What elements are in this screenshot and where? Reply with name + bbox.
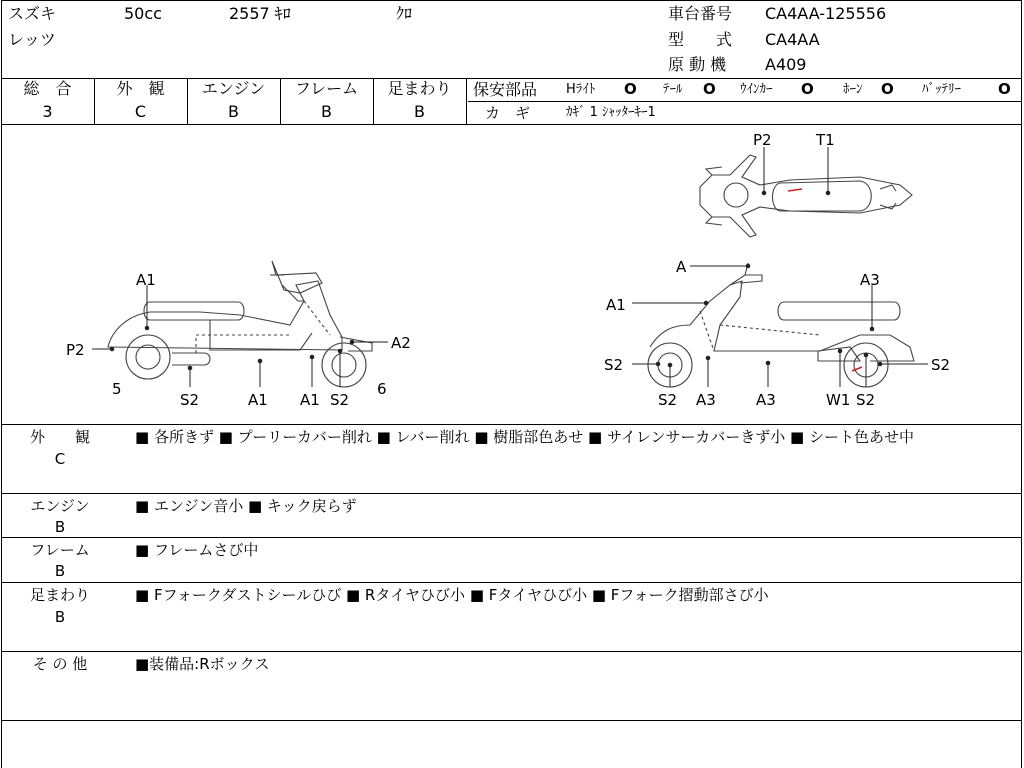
label-left-a1-c: A1 [300, 391, 320, 409]
scooter-top-view [700, 155, 912, 237]
rating-label-engine: エンジン [201, 79, 266, 98]
label-right-a3-a: A3 [696, 391, 716, 409]
rating-label-frame: フレーム [294, 79, 359, 98]
label-right-s2-a: S2 [658, 391, 678, 409]
winker-label: ｳｲﾝｶｰ [740, 82, 773, 97]
label-right-s2-b: S2 [856, 391, 876, 409]
detail-grade-frame: B [54, 562, 66, 580]
label-top-t1: T1 [816, 131, 835, 149]
label-right-a1: A1 [606, 296, 626, 314]
label-right-s2-left: S2 [604, 356, 624, 374]
rating-value-engine: B [228, 102, 239, 121]
detail-label-exterior: 外 観 [29, 428, 90, 446]
displacement: 50cc [124, 4, 162, 23]
label-left-p2: P2 [66, 341, 85, 359]
label-left-5: 5 [112, 380, 122, 398]
label-left-a1-top: A1 [136, 271, 156, 289]
rating-value-frame: B [321, 102, 332, 121]
detail-text-exterior: ■ 各所きず ■ プーリーカバー削れ ■ レバー削れ ■ 樹脂部色あせ ■ サイレンサーカバーきず小 ■ シート色あせ中 [135, 428, 914, 446]
label-left-s2-b: S2 [330, 391, 350, 409]
label-left-6: 6 [377, 380, 387, 398]
key-value: ｶｷﾞ 1 ｼｬｯﾀｰｷｰ1 [566, 105, 656, 120]
label-right-w1: W1 [826, 391, 851, 409]
frame-no: CA4AA-125556 [765, 4, 887, 23]
detail-label-suspension: 足まわり [29, 586, 90, 604]
safety-label: 保安部品 [473, 80, 538, 99]
model-name: レッツ [8, 30, 56, 49]
rating-label-suspension: 足まわり [387, 79, 452, 98]
battery-label: ﾊﾞｯﾃﾘｰ [922, 82, 961, 97]
engine-value: A409 [765, 55, 807, 74]
label-right-a3-top: A3 [860, 271, 880, 289]
detail-text-engine: ■ エンジン音小 ■ キック戻らず [135, 497, 357, 515]
label-right-s2-right: S2 [931, 356, 951, 374]
key-label: カ ギ [485, 104, 531, 122]
frame-label: 車台番号 [668, 4, 733, 23]
detail-grade-exterior: C [54, 450, 66, 468]
engine-label: 原 動 機 [668, 55, 727, 74]
detail-grade-engine: B [54, 518, 66, 536]
detail-text-frame: ■ フレームさび中 [135, 541, 259, 559]
horn-label: ﾎｰﾝ [843, 82, 863, 97]
winker-mark: O [801, 80, 814, 98]
type-label: 型 式 [668, 30, 733, 49]
label-right-a: A [676, 258, 687, 276]
label-right-a3-b: A3 [756, 391, 776, 409]
label-left-s2-a: S2 [180, 391, 200, 409]
color: ｸﾛ [396, 4, 413, 23]
tail-mark: O [703, 80, 716, 98]
rating-value-suspension: B [414, 102, 425, 121]
battery-mark: O [998, 80, 1011, 98]
headlight-label: Hﾗｲﾄ [566, 82, 596, 97]
type-value: CA4AA [765, 30, 820, 49]
rating-value-total: 3 [42, 102, 53, 121]
damage-diagram [0, 125, 1022, 424]
detail-label-other: そ の 他 [32, 655, 88, 673]
maker: スズキ [8, 4, 57, 23]
headlight-mark: O [624, 80, 637, 98]
label-top-p2: P2 [753, 131, 772, 149]
label-left-a1-b: A1 [248, 391, 268, 409]
rating-value-exterior: C [134, 102, 147, 121]
tail-label: ﾃｰﾙ [663, 82, 683, 97]
detail-label-frame: フレーム [30, 541, 90, 559]
horn-mark: O [881, 80, 894, 98]
label-left-a2: A2 [391, 334, 411, 352]
rating-label-total: 総 合 [23, 79, 72, 98]
detail-text-suspension: ■ Fフォークダストシールひび ■ Rタイヤひび小 ■ Fタイヤひび小 ■ Fフォーク摺動部さび小 [135, 586, 769, 604]
detail-grade-suspension: B [54, 608, 66, 626]
mileage: 2557 ｷﾛ [229, 4, 291, 23]
rating-label-exterior: 外 観 [116, 79, 165, 98]
detail-label-engine: エンジン [30, 497, 90, 515]
detail-text-other: ■装備品:Rボックス [135, 655, 270, 673]
